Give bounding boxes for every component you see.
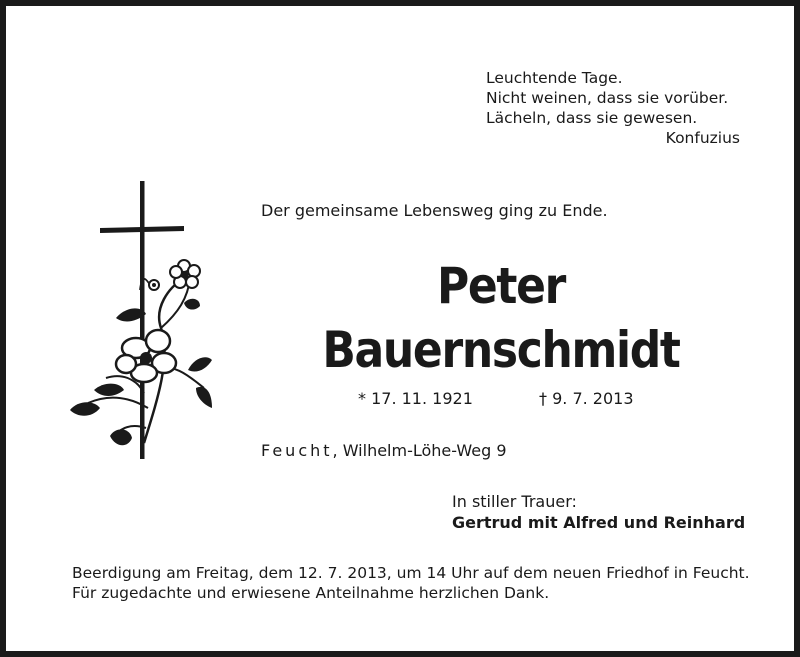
residence [261,441,507,461]
residence-address: , Wilhelm-Löhe-Weg 9 [332,441,507,460]
mourners-names: Gertrud mit Alfred und Reinhard [452,513,746,532]
mourners-label: In stiller Trauer: [452,492,577,511]
intro-text: Der gemeinsame Lebensweg ging zu Ende. [261,201,608,220]
quote-line-1: Leuchtende Tage. [486,69,623,87]
death-date: † 9. 7. 2013 [539,389,634,408]
quote-line-2: Nicht weinen, dass sie vorüber. [486,89,729,107]
funeral-notice: Beerdigung am Freitag, dem 12. 7. 2013, um 14 Uhr auf dem neuen Friedhof in Feucht. [72,564,750,582]
thanks-notice: Für zugedachte und erwiesene Anteilnahme herzlichen Dank. [72,584,550,602]
quote-block [486,68,740,148]
residence-town: Feucht [261,441,333,460]
cross-with-flowers-icon [66,178,216,463]
quote-author: Konfuzius [665,129,740,147]
birth-date: * 17. 11. 1921 [358,389,473,408]
quote-line-3: Lächeln, dass sie gewesen. [486,109,698,127]
deceased-first-name: Peter [436,257,566,315]
deceased-last-name: Bauernschmidt [322,321,680,379]
